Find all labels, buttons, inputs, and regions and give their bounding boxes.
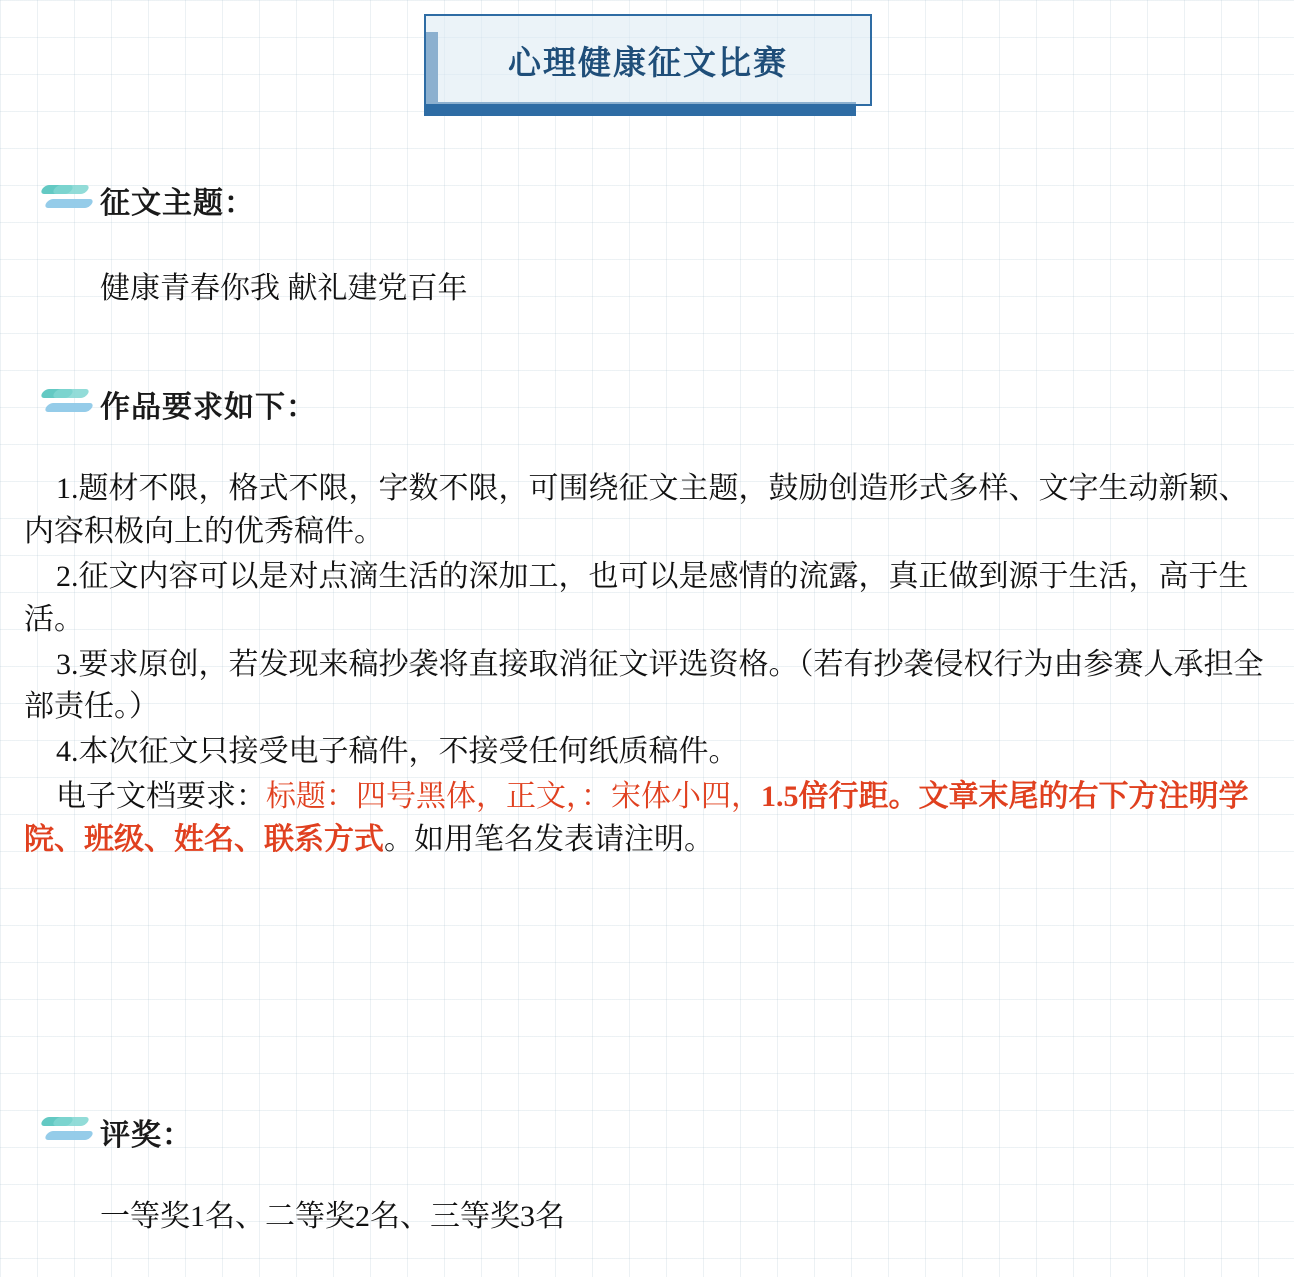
document-spec-red-2: 宋体小四， [611, 780, 761, 814]
document-spec-red-4: 倍行距。文章末尾的右下方注明学院、班级、姓名、联系方式 [24, 780, 1249, 857]
requirements-heading: 作品要求如下： [100, 391, 317, 424]
section-heading-awards [40, 1110, 193, 1154]
section-heading-theme [40, 178, 255, 222]
theme-content: 健康青春你我 献礼建党百年 [100, 272, 468, 305]
awards-heading: 评奖： [100, 1119, 193, 1152]
document-spec-red-1: 标题：四号黑体，正文，： [266, 780, 611, 814]
requirements-list [24, 468, 1272, 864]
document-spec [24, 776, 1272, 862]
swoosh-icon [40, 1111, 100, 1153]
document-spec-tail: 。如用笔名发表请注明。 [384, 823, 714, 857]
section-heading-requirements [40, 382, 317, 426]
swoosh-icon [40, 383, 100, 425]
swoosh-icon [40, 179, 100, 221]
document-spec-red-3: 1.5 [761, 780, 799, 814]
requirement-item: 3.要求原创，若发现来稿抄袭将直接取消征文评选资格。（若有抄袭侵权行为由参赛人承担全部责任。） [24, 647, 1264, 724]
theme-heading: 征文主题： [100, 187, 255, 220]
requirement-item: 1.题材不限，格式不限，字数不限，可围绕征文主题，鼓励创造形式多样、文字生动新颖、内容积极向上的优秀稿件。 [24, 472, 1249, 548]
document-spec-label: 电子文档要求： [56, 780, 266, 814]
page-title: 心理健康征文比赛 [508, 43, 788, 81]
requirement-item: 2.征文内容可以是对点滴生活的深加工，也可以是感情的流露，真正做到源于生活，高于生活。 [24, 559, 1249, 636]
page-title-banner [424, 14, 872, 106]
awards-content: 一等奖1名、二等奖2名、三等奖3名 [100, 1200, 565, 1233]
requirement-item: 4.本次征文只接受电子稿件，不接受任何纸质稿件。 [56, 735, 739, 769]
